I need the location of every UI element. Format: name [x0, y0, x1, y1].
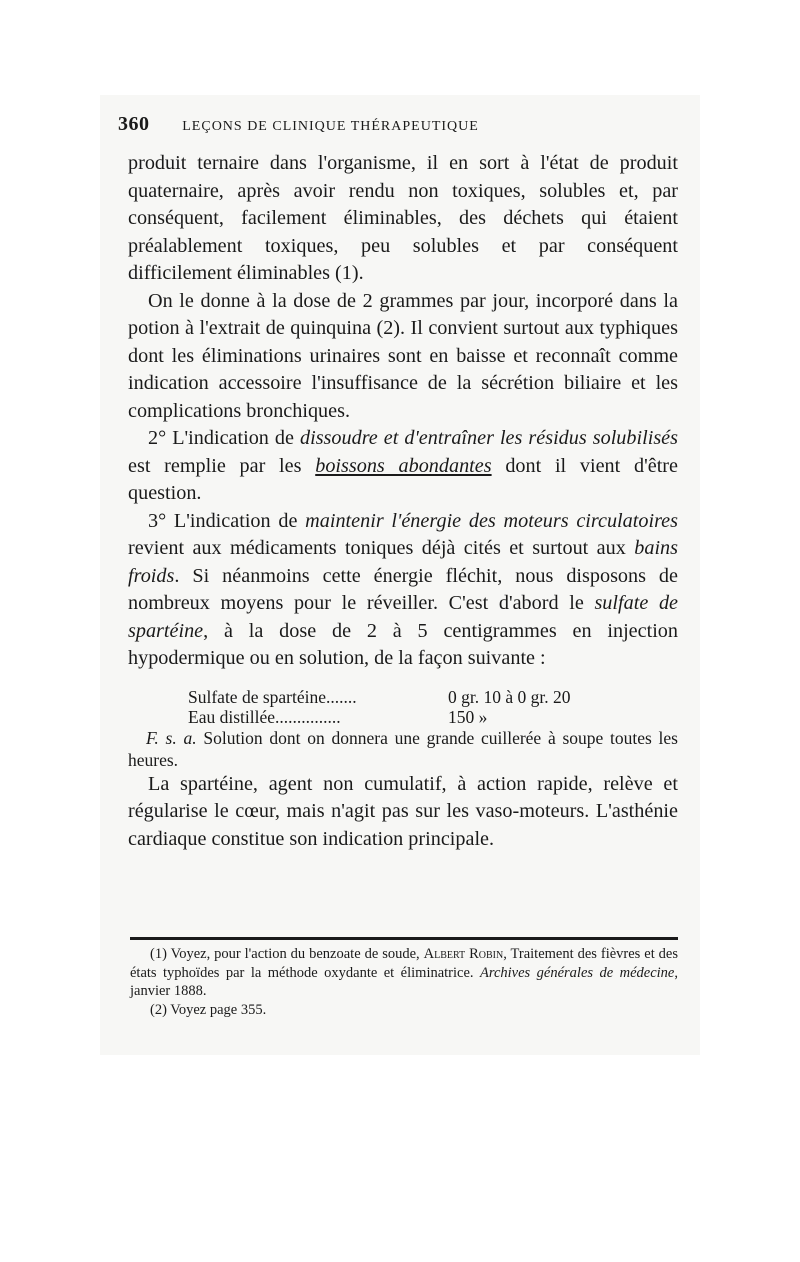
page-number: 360 [118, 113, 150, 135]
p3-emphasis: dissoudre et d'entraîner les résidus solubilisés [300, 427, 678, 449]
paragraph-4 [128, 508, 678, 673]
paragraph-1: produit ternaire dans l'organisme, il en sort à l'état de produit quaternaire, après avoir rendu non toxiques, solubles et, par conséquent, facilement éliminables, des déchets qui étaient préalablement toxiques, peu solubles et par conséquent difficilement éliminables (1). [128, 152, 678, 284]
footnote-rule [130, 937, 678, 940]
p4-tail: , à la dose de 2 à 5 centigrammes en injection hypodermique ou en solution, de la façon suivante : [128, 619, 678, 669]
running-title: LEÇONS DE CLINIQUE THÉRAPEUTIQUE [182, 119, 479, 134]
footnote-1-mid: , Traitement des fièvres et des états typhoïdes par la méthode oxydante et éliminatrice. [130, 946, 678, 981]
paragraph-3 [128, 425, 678, 508]
formula-ingredient: Sulfate de spartéine....... [188, 686, 357, 707]
p3-lead: 2° L'indication de [148, 427, 300, 449]
conclusion-paragraph: La spartéine, agent non cumulatif, à action rapide, relève et régularise le cœur, mais n'agit pas sur les vaso-moteurs. L'asthénie cardiaque constitue son indication principale. [128, 772, 678, 850]
fsa-label: F. s. a. [146, 727, 197, 748]
fsa-instruction [128, 727, 678, 771]
formula-ingredient: Eau distillée............... [188, 706, 341, 727]
p3-emphasis-2: boissons abondantes [315, 454, 492, 477]
formula-row [188, 707, 678, 727]
footnote-1 [130, 945, 678, 1001]
formula-row [188, 687, 678, 707]
footnote-1-tail: , janvier 1888. [130, 964, 678, 999]
p4-emphasis-3: sulfate de spartéine [128, 592, 678, 642]
paragraph-2: On le donne à la dose de 2 grammes par jour, incorporé dans la potion à l'extrait de quinquina (2). Il convient surtout aux typhiques dont les éliminations urinaires sont en baisse et reconnaît comme indication accessoire l'insuffisance de la sécrétion biliaire et les complications bronchiques. [128, 289, 678, 422]
p3-tail: dont il vient d'être question. [128, 454, 678, 504]
p4-mid-2: . Si néanmoins cette énergie fléchit, nous disposons de nombreux moyens pour le réveiller. C'est d'abord le [128, 564, 678, 614]
footnotes [130, 945, 678, 1019]
footnote-1-author: Albert Robin [423, 946, 504, 962]
footnote-1-lead: (1) Voyez, pour l'action du benzoate de soude, [150, 946, 424, 962]
main-text [128, 150, 678, 853]
p4-mid: revient aux médicaments toniques déjà cités et surtout aux [128, 537, 635, 559]
p4-lead: 3° L'indication de [148, 509, 306, 532]
footnote-1-journal: Archives générales de médecine [480, 964, 675, 981]
formula-amount: 0 gr. 10 à 0 gr. 20 [448, 686, 571, 707]
running-header [118, 113, 678, 136]
formula-amount: 150 » [448, 706, 488, 727]
p3-mid: est remplie par les [128, 454, 316, 477]
p4-emphasis-2: bains froids [128, 537, 678, 587]
footnote-2: (2) Voyez page 355. [150, 1001, 267, 1018]
prescription-formula [188, 687, 678, 727]
p4-emphasis: maintenir l'énergie des moteurs circulatoires [305, 509, 678, 532]
fsa-text: Solution dont on donnera une grande cuillerée à soupe toutes les heures. [128, 727, 678, 770]
